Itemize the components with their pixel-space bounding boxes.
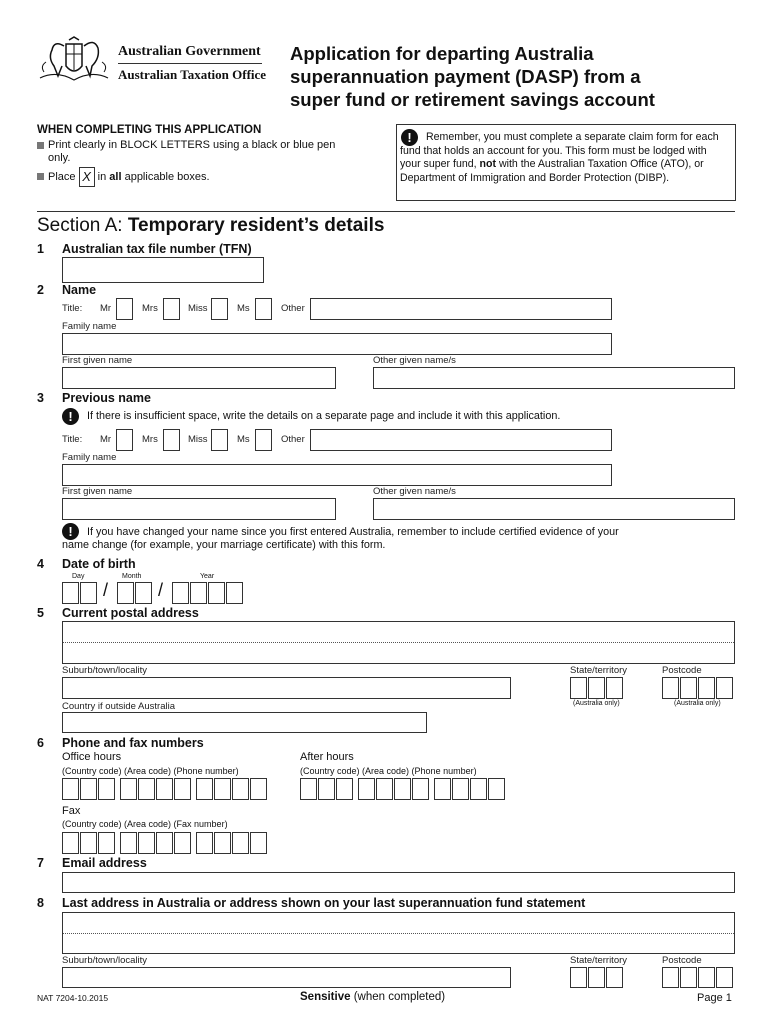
form-code: NAT 7204-10.2015 — [37, 993, 109, 1003]
q5-title: Current postal address — [62, 606, 199, 620]
agency-name: Australian Taxation Office — [118, 67, 267, 82]
family-name-label: Family name — [62, 452, 117, 463]
first-given-name-input[interactable] — [62, 367, 336, 389]
section-heading: Section A: Temporary resident’s details — [37, 215, 385, 236]
q6-title: Phone and fax numbers — [62, 736, 204, 750]
miss-label: Miss — [188, 434, 208, 445]
after-hours-phone-digit-cell[interactable] — [412, 778, 429, 800]
first-given-name-label: First given name — [62, 486, 133, 497]
prev-other-title-input[interactable] — [310, 429, 612, 451]
address-line-divider — [63, 642, 734, 643]
postcode-cell-1[interactable] — [662, 677, 679, 699]
prev-ms-checkbox[interactable] — [255, 429, 272, 451]
office-phone-digit-cell[interactable] — [62, 778, 79, 800]
fax-digit-cell[interactable] — [120, 832, 137, 854]
form-title: Application for departing Australia superannuation payment (DASP) from a super fund or retirement savings account — [290, 43, 655, 110]
header-divider — [118, 63, 262, 64]
office-phone-digit-cell[interactable] — [120, 778, 137, 800]
state-cell-3[interactable] — [606, 677, 623, 699]
last-postcode-cell-1[interactable] — [662, 967, 679, 988]
state-cell-1[interactable] — [570, 677, 587, 699]
other-given-names-label: Other given name/s — [373, 355, 456, 366]
office-phone-digit-cell[interactable] — [174, 778, 191, 800]
fax-digit-cell[interactable] — [62, 832, 79, 854]
suburb-input[interactable] — [62, 677, 511, 699]
q4-number: 4 — [37, 557, 44, 571]
miss-checkbox[interactable] — [211, 298, 228, 320]
warning-icon: ! — [62, 523, 79, 540]
office-hours-label: Office hours — [62, 751, 122, 763]
q6-number: 6 — [37, 736, 44, 750]
australia-only-note: (Australia only) — [573, 700, 620, 707]
office-phone-digit-cell[interactable] — [80, 778, 97, 800]
title-label: Title: — [62, 434, 83, 445]
q7-number: 7 — [37, 856, 44, 870]
last-postcode-cell-2[interactable] — [680, 967, 697, 988]
last-state-cell-3[interactable] — [606, 967, 623, 988]
last-postcode-cell-3[interactable] — [698, 967, 715, 988]
mrs-label: Mrs — [142, 434, 158, 445]
office-phone-digit-cell[interactable] — [232, 778, 249, 800]
fax-hint: (Country code) (Area code) (Fax number) — [62, 819, 228, 829]
email-input[interactable] — [62, 872, 735, 893]
ms-label: Ms — [237, 434, 250, 445]
family-name-input[interactable] — [62, 333, 612, 355]
fax-digit-cell[interactable] — [80, 832, 97, 854]
coat-of-arms-logo — [36, 36, 112, 88]
dob-month-2[interactable] — [135, 582, 152, 604]
q5-number: 5 — [37, 606, 44, 620]
q8-number: 8 — [37, 896, 44, 910]
fax-digit-cell[interactable] — [196, 832, 213, 854]
day-label: Day — [72, 573, 85, 580]
after-hours-phone-digit-cell[interactable] — [488, 778, 505, 800]
instructions-heading: WHEN COMPLETING THIS APPLICATION — [37, 124, 262, 136]
after-hours-phone-digit-cell[interactable] — [300, 778, 317, 800]
dob-day-1[interactable] — [62, 582, 79, 604]
other-given-names-label: Other given name/s — [373, 486, 456, 497]
after-hours-phone-digit-cell[interactable] — [470, 778, 487, 800]
prev-family-name-input[interactable] — [62, 464, 612, 486]
prev-other-given-names-input[interactable] — [373, 498, 735, 520]
month-label: Month — [122, 573, 142, 580]
q1-title: Australian tax file number (TFN) — [62, 242, 252, 256]
prev-mr-checkbox[interactable] — [116, 429, 133, 451]
after-hours-phone-digit-cell[interactable] — [434, 778, 451, 800]
notice-box: ! Remember, you must complete a separate claim form for each fund that holds an account for you. This form must be lodged with your super fund, not with the Australian Taxation Office (ATO), or Department of Immigration and Border Protection (DIBP). — [396, 124, 736, 201]
date-separator: / — [103, 580, 109, 600]
instruction-bullet-2: Place X in all applicable boxes. — [37, 167, 210, 187]
section-divider — [37, 211, 735, 212]
page-number: Page 1 — [697, 992, 732, 1004]
last-suburb-input[interactable] — [62, 967, 511, 988]
office-hours-hint: (Country code) (Area code) (Phone number) — [62, 766, 239, 776]
name-change-note: If you have changed your name since you first entered Australia, remember to include certified evidence of your name change (for example, your marriage certificate) with this form. — [62, 526, 619, 551]
postcode-label: Postcode — [662, 955, 702, 966]
title-label: Title: — [62, 303, 83, 314]
after-hours-phone-digit-cell[interactable] — [452, 778, 469, 800]
dob-day-2[interactable] — [80, 582, 97, 604]
sensitivity-marking: Sensitive (when completed) — [300, 991, 446, 1003]
fax-digit-cell[interactable] — [250, 832, 267, 854]
instruction-bullet-1: Print clearly in BLOCK LETTERS using a black or blue pen only. — [37, 139, 357, 165]
postcode-cell-3[interactable] — [698, 677, 715, 699]
q7-title: Email address — [62, 856, 147, 870]
after-hours-label: After hours — [300, 751, 354, 763]
suburb-label: Suburb/town/locality — [62, 665, 148, 676]
prev-miss-checkbox[interactable] — [211, 429, 228, 451]
last-postcode-cell-4[interactable] — [716, 967, 733, 988]
suburb-label: Suburb/town/locality — [62, 955, 148, 966]
q3-number: 3 — [37, 391, 44, 405]
fax-digit-cell[interactable] — [138, 832, 155, 854]
tfn-input[interactable] — [62, 257, 264, 283]
fax-digit-cell[interactable] — [214, 832, 231, 854]
office-phone-digit-cell[interactable] — [156, 778, 173, 800]
state-label: State/territory — [570, 665, 628, 676]
postcode-cell-2[interactable] — [680, 677, 697, 699]
first-given-name-label: First given name — [62, 355, 133, 366]
fax-label: Fax — [62, 805, 81, 817]
warning-icon: ! — [62, 408, 79, 425]
q3-title: Previous name — [62, 391, 151, 405]
dob-year-1[interactable] — [172, 582, 189, 604]
after-hours-phone-digit-cell[interactable] — [394, 778, 411, 800]
dob-month-1[interactable] — [117, 582, 134, 604]
date-separator: / — [158, 580, 164, 600]
after-hours-phone-digit-cell[interactable] — [358, 778, 375, 800]
office-phone-digit-cell[interactable] — [138, 778, 155, 800]
last-state-cell-1[interactable] — [570, 967, 587, 988]
fax-digit-cell[interactable] — [156, 832, 173, 854]
dob-year-2[interactable] — [190, 582, 207, 604]
mrs-label: Mrs — [142, 303, 158, 314]
mr-checkbox[interactable] — [116, 298, 133, 320]
q8-title: Last address in Australia or address shown on your last superannuation fund statement — [62, 896, 586, 910]
postcode-cell-4[interactable] — [716, 677, 733, 699]
country-label: Country if outside Australia — [62, 701, 176, 712]
after-hours-hint: (Country code) (Area code) (Phone number) — [300, 766, 477, 776]
q2-title: Name — [62, 283, 97, 297]
fax-digit-cell[interactable] — [98, 832, 115, 854]
other-label: Other — [281, 303, 305, 314]
family-name-label: Family name — [62, 321, 117, 332]
dob-year-3[interactable] — [208, 582, 225, 604]
after-hours-phone-digit-cell[interactable] — [336, 778, 353, 800]
other-label: Other — [281, 434, 305, 445]
office-phone-digit-cell[interactable] — [214, 778, 231, 800]
mrs-checkbox[interactable] — [163, 298, 180, 320]
miss-label: Miss — [188, 303, 208, 314]
state-label: State/territory — [570, 955, 628, 966]
state-cell-2[interactable] — [588, 677, 605, 699]
postcode-label: Postcode — [662, 665, 702, 676]
office-phone-digit-cell[interactable] — [250, 778, 267, 800]
q1-number: 1 — [37, 242, 44, 256]
ms-checkbox[interactable] — [255, 298, 272, 320]
q2-number: 2 — [37, 283, 44, 297]
fax-digit-cell[interactable] — [232, 832, 249, 854]
mr-label: Mr — [100, 303, 112, 314]
ms-label: Ms — [237, 303, 250, 314]
prev-mrs-checkbox[interactable] — [163, 429, 180, 451]
australia-only-note: (Australia only) — [674, 700, 721, 707]
other-title-input[interactable] — [310, 298, 612, 320]
after-hours-phone-digit-cell[interactable] — [376, 778, 393, 800]
year-label: Year — [200, 573, 215, 580]
sample-x-box: X — [79, 167, 95, 187]
dob-year-4[interactable] — [226, 582, 243, 604]
mr-label: Mr — [100, 434, 112, 445]
office-phone-digit-cell[interactable] — [98, 778, 115, 800]
other-given-names-input[interactable] — [373, 367, 735, 389]
address-line-divider — [63, 933, 734, 934]
q4-title: Date of birth — [62, 557, 136, 571]
warning-icon: ! — [401, 129, 418, 146]
prev-first-given-name-input[interactable] — [62, 498, 336, 520]
office-phone-digit-cell[interactable] — [196, 778, 213, 800]
after-hours-phone-digit-cell[interactable] — [318, 778, 335, 800]
fax-digit-cell[interactable] — [174, 832, 191, 854]
previous-name-note: If there is insufficient space, write the details on a separate page and include it with this application. — [87, 410, 561, 422]
last-state-cell-2[interactable] — [588, 967, 605, 988]
gov-name: Australian Government — [118, 44, 261, 59]
country-input[interactable] — [62, 712, 427, 733]
